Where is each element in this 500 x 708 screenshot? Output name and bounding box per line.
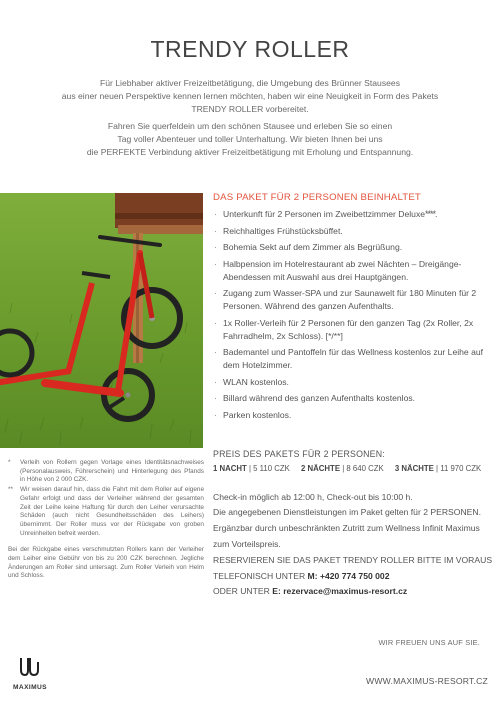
list-item: · Parken kostenlos. xyxy=(213,409,493,422)
email-line: ODER UNTER E: rezervace@maximus-resort.cz xyxy=(213,586,408,597)
scooter-photo xyxy=(0,193,203,448)
list-item: · Billard während des ganzen Aufenthalts kostenlos. xyxy=(213,392,493,405)
intro-line: TRENDY ROLLER vorbereitet. xyxy=(191,103,309,114)
footnote-mark: * xyxy=(8,459,11,466)
info-note: Ergänzbar durch unbeschränkten Zutritt zum Wellness Infinit Maximus xyxy=(213,523,480,534)
price-list: 1 NACHT | 5 110 CZK 2 NÄCHTE | 8 640 CZK 3 NÄCHTE | 11 970 CZK xyxy=(213,463,482,473)
logo-word: MAXIMUS xyxy=(13,684,47,691)
price-heading: PREIS DES PAKETS FÜR 2 PERSONEN: xyxy=(213,448,385,459)
package-list xyxy=(213,208,493,422)
website-link[interactable]: WWW.MAXIMUS-RESORT.CZ xyxy=(366,676,488,686)
maximus-logo-icon xyxy=(18,656,42,678)
price-label: 2 NÄCHTE xyxy=(301,463,341,473)
footnote-return-note: Bei der Rückgabe eines verschmutzten Rollers kann der Verleiher dem Leiher eine Gebühr von bis zu 200 CZK berechnen. Jegliche Änderungen am Roller sind untersagt. Zum Roller Verleih von Helm und Schloss. xyxy=(8,546,204,580)
info-note: zum Vorteilspreis. xyxy=(213,538,281,549)
phone-line: TELEFONISCH UNTER M: +420 774 750 002 xyxy=(213,570,390,581)
list-item: · Zugang zum Wasser-SPA und zur Saunawelt für 180 Minuten für 2 Personen. Während des ganzen Aufenthalts. xyxy=(213,287,493,313)
maximus-logo xyxy=(10,656,50,691)
list-item: · Bohemia Sekt auf dem Zimmer als Begrüßung. xyxy=(213,241,493,254)
info-note: Die angegebenen Dienstleistungen im Paket gelten für 2 PERSONEN. xyxy=(213,507,481,518)
footnote xyxy=(8,486,204,538)
price-value: 11 970 CZK xyxy=(440,463,482,473)
footnotes xyxy=(8,459,204,581)
scooter-photo-image xyxy=(0,193,203,448)
phone-link[interactable]: M: +420 774 750 002 xyxy=(307,570,390,581)
price-value: 8 640 CZK xyxy=(346,463,384,473)
checkin-text: Check-in möglich ab 12:00 h, Check-out bis 10:00 h. xyxy=(213,491,413,502)
footnote-mark: ** xyxy=(8,486,13,494)
list-item: · Unterkunft für 2 Personen im Zweibettzimmer Deluxe****. xyxy=(213,208,493,221)
intro-line: Tag voller Abenteuer und toller Unterhaltung. Wir bieten Ihnen bei uns xyxy=(117,134,383,145)
footnote xyxy=(8,459,204,485)
info-block xyxy=(213,490,493,601)
reserve-text: RESERVIEREN SIE DAS PAKET TRENDY ROLLER BITTE IM VORAUS xyxy=(213,554,493,565)
footnote-text: Verleih von Rollern gegen Vorlage eines Identitätsnachweises (Personalausweis, Führerschein) und Hinterlegung des Pfands in Höhe von 2 000 CZK. xyxy=(20,459,204,484)
list-item: · Bademantel und Pantoffeln für das Wellness kostenlos zur Leihe auf dem Hotelzimmer. xyxy=(213,346,493,372)
footnote-text: Wir weisen darauf hin, dass die Fahrt mit dem Roller auf eigene Gefahr erfolgt und dass der Verleiher während der gesamten Zeit der Leihe keine Haftung für durch den Leiher verursachte Schäden (auch nicht Gesundheitsschäden des Leihers) übernimmt. Der Roller muss vor der Rückgabe von groben Unreinheiten befreit werden. xyxy=(20,486,204,537)
intro-line: Für Liebhaber aktiver Freizeitbetätigung, die Umgebung des Brünner Stausees xyxy=(99,78,400,88)
package-column xyxy=(213,192,493,600)
email-link[interactable]: E: rezervace@maximus-resort.cz xyxy=(272,586,408,597)
package-heading: DAS PAKET FÜR 2 PERSONEN BEINHALTET xyxy=(213,192,421,203)
list-item: · Halbpension im Hotelrestaurant ab zwei Nächten – Dreigänge-Abendessen mit Auswahl aus drei Hauptgängen. xyxy=(213,258,493,284)
list-item: · WLAN kostenlos. xyxy=(213,376,493,389)
intro-text xyxy=(20,77,480,159)
greeting: WIR FREUEN UNS AUF SIE. xyxy=(378,638,480,647)
price-label: 3 NÄCHTE xyxy=(394,463,434,473)
intro-line: Fahren Sie querfeldein um den schönen Stausee und erleben Sie so einen xyxy=(107,121,393,132)
intro-line: aus einer neuen Perspektive kennen lernen möchten, haben wir eine Neuigkeit in Form des Pakets xyxy=(61,90,439,101)
page-title: TRENDY ROLLER xyxy=(150,36,350,62)
price-label: 1 NACHT xyxy=(213,463,247,473)
list-item: · 1x Roller-Verleih für 2 Personen für den ganzen Tag (2x Roller, 2x Fahrradhelm, 2x Schloss). [*/**] xyxy=(213,317,493,343)
price-value: 5 110 CZK xyxy=(253,463,290,473)
list-item: · Reichhaltiges Frühstücksbüffet. xyxy=(213,225,493,238)
intro-line: die PERFEKTE Verbindung aktiver Freizeitbetätigung mit Erholung und Entspannung. xyxy=(86,146,414,157)
stars: **** xyxy=(425,208,436,219)
